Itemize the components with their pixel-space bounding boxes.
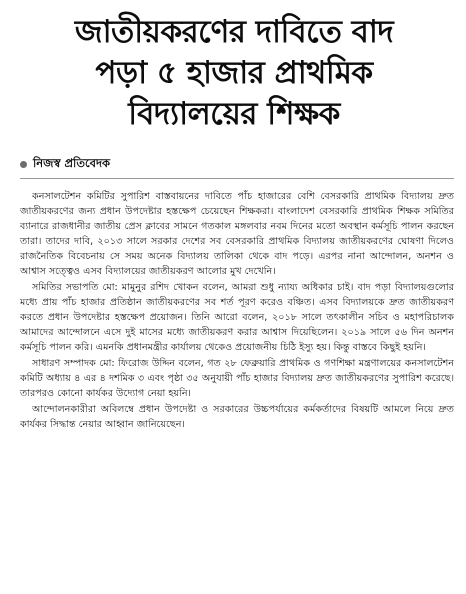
- body-paragraph: আন্দোলনকারীরা অবিলম্বে প্রধান উপদেষ্টা ও সরকারের উচ্চপর্যায়ের কর্মকর্তাদের বিষয়টি আমলে নিয়ে দ্রুত কার্যকর সিদ্ধান্ত নেয়ার আহ্বান জানিয়েছেন।: [20, 404, 454, 430]
- byline-text: নিজস্ব প্রতিবেদক: [33, 156, 111, 170]
- headline: [12, 12, 456, 135]
- body-paragraph: সাধারণ সম্পাদক মো: ফিরোজ উদ্দিন বলেন, গত ২৮ ফেব্রুয়ারি প্রাথমিক ও গণশিক্ষা মন্ত্রণালয়ের কনসালটেশন কমিটি অধ্যায় ৪ এর ৪ দশমিক ৩ এবং পৃষ্ঠা ৩৫ অনুযায়ী পাঁচ হাজার বিদ্যালয় দ্রুত জাতীয়করণের সুপারিশ করেছে। তারপরও কোনো কার্যকর উদ্যোগ নেয়া হয়নি।: [20, 358, 454, 399]
- body-paragraph: সমিতির সভাপতি মো: মামুনুর রশিদ খোকন বলেন, আমরা শুধু ন্যায্য অধিকার চাই। বাদ পড়া বিদ্যালয়গুলোর মধ্যে প্রায় পাঁচ হাজার প্রতিষ্ঠান জাতীয়করণের সব শর্ত পূরণ করেও বঞ্চিত। এসব বিদ্যালয়কে দ্রুত জাতীয়করণ করতে প্রধান উপদেষ্টার হস্তক্ষেপ প্রয়োজন। তিনি আরো বলেন, ২০১৮ সালে তৎকালীন সচিব ও মহাপরিচালক আমাদের আন্দোলনে এসে দুই মাসের মধ্যে জাতীয়করণ করার আশ্বাস দিয়েছিলেন। ২০১৯ সালে ৫৬ দিন অনশন কর্মসূচি পালন করি। এমনকি প্রধানমন্ত্রীর কার্যালয় থেকেও প্রয়োজনীয় চিঠি ইস্যু হয়। কিন্তু বাস্তবে কিছুই হয়নি।: [20, 282, 454, 353]
- headline-line: পড়া ৫ হাজার প্রাথমিক: [95, 55, 373, 91]
- article-body: [12, 189, 456, 432]
- byline-divider: [20, 178, 454, 179]
- headline-line: জাতীয়করণের দাবিতে বাদ: [74, 14, 394, 50]
- byline: [20, 155, 456, 174]
- headline-line: বিদ্যালয়ের শিক্ষক: [128, 96, 340, 132]
- body-paragraph: কনসালটেশন কমিটির সুপারিশ বাস্তবায়নের দাবিতে পাঁচ হাজারের বেশি বেসরকারি প্রাথমিক বিদ্যালয় দ্রুত জাতীয়করণের জন্য প্রধান উপদেষ্টার হস্তক্ষেপ চেয়েছেন শিক্ষকরা। বাংলাদেশ বেসরকারি প্রাথমিক শিক্ষক সমিতির ব্যানারে রাজধানীর জাতীয় প্রেস ক্লাবের সামনে গতকাল মঙ্গলবার নবম দিনের মতো অবস্থান কর্মসূচি পালন করছেন তারা। তাদের দাবি, ২০১৩ সালে সরকার দেশের সব বেসরকারি প্রাথমিক বিদ্যালয় জাতীয়করণের ঘোষণা দিলেও রাজনৈতিক বিবেচনায় সে সময় অনেক বিদ্যালয় তালিকা থেকে বাদ পড়ে। এরপর নানা আন্দোলন, অনশন ও আশ্বাস সত্ত্বেও এসব বিদ্যালয়ের জাতীয়করণ আলোর মুখ দেখেনি।: [20, 191, 454, 277]
- bullet-icon: [20, 161, 27, 168]
